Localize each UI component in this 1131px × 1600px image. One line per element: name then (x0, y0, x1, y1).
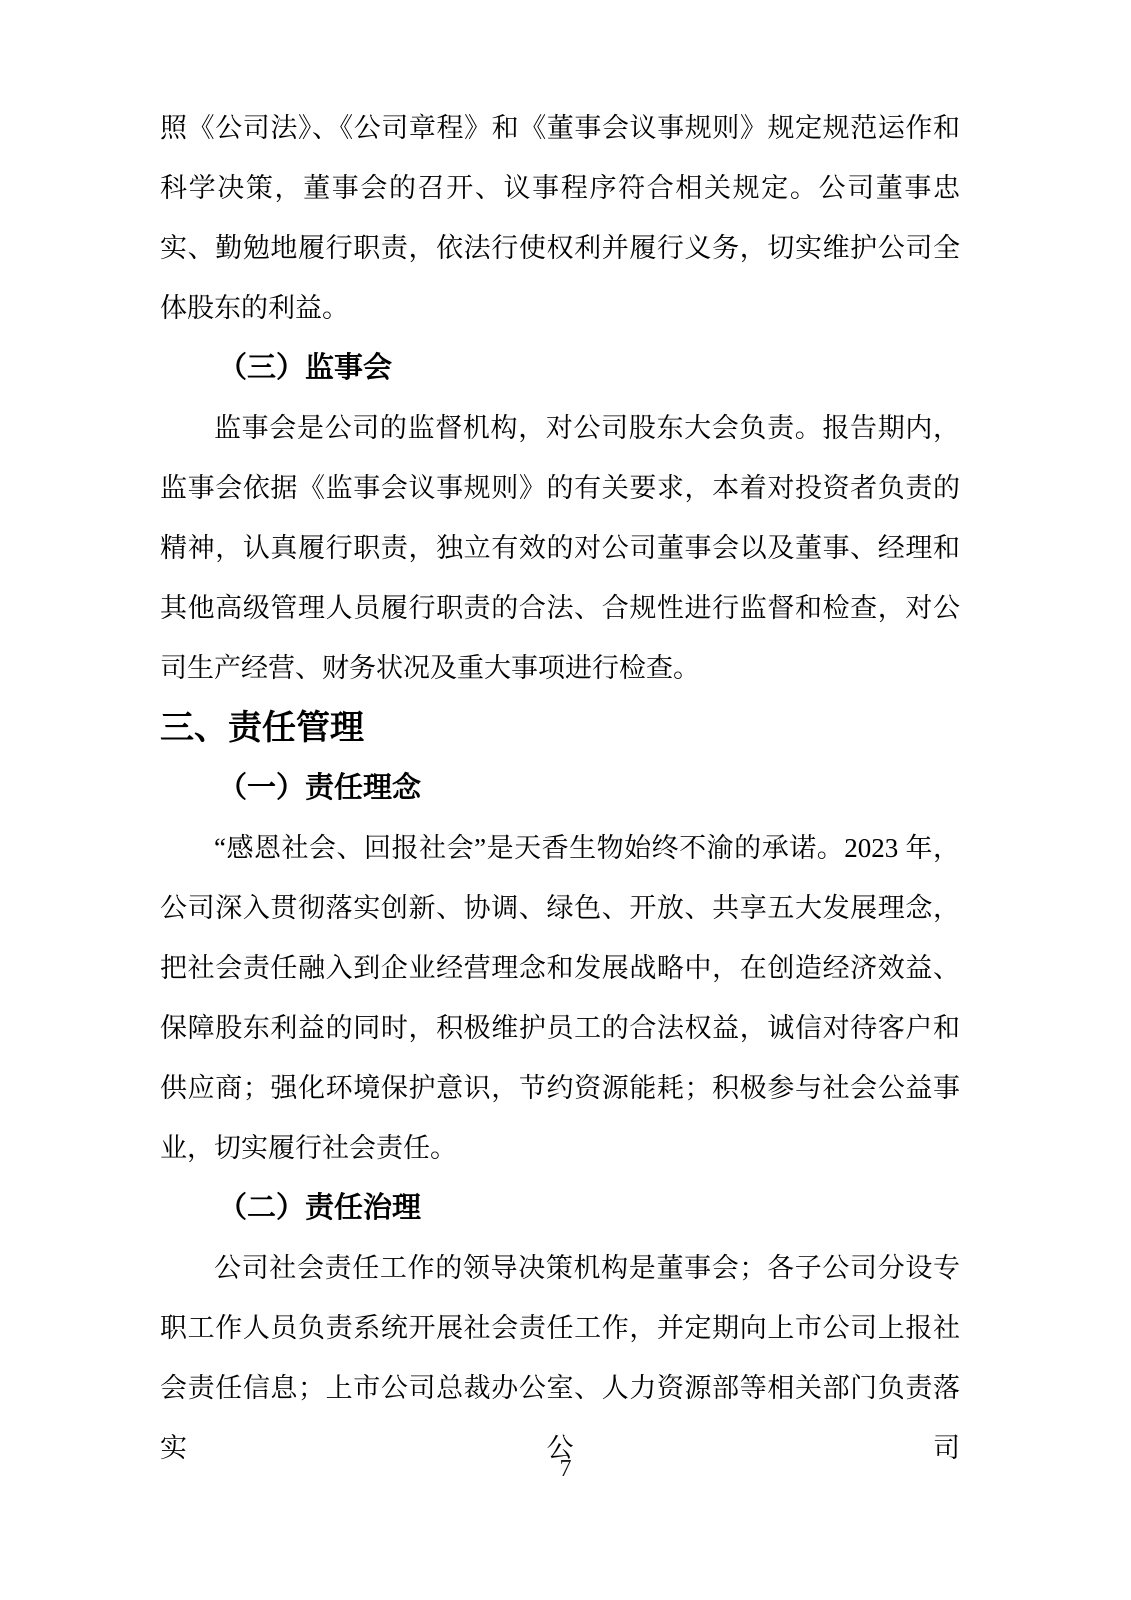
heading-responsibility-governance: （二）责任治理 (218, 1192, 422, 1224)
page-number: 7 (559, 1456, 572, 1482)
paragraph-board-governance-continued: 照《公司法》、《公司章程》和《董事会议事规则》规定规范运作和科学决策，董事会的召开、议事程序符合相关规定。公司董事忠实、勤勉地履行职责，依法行使权利并履行义务，切实维护公司全体股东的利益。 (160, 113, 960, 323)
paragraph-responsibility-governance: 公司社会责任工作的领导决策机构是董事会；各子公司分设专职工作人员负责系统开展社会责任工作，并定期向上市公司上报社会责任信息；上市公司总裁办公室、人力资源部等相关部门负责落实公司 (160, 1253, 960, 1463)
heading-responsibility-concept: （一）责任理念 (218, 772, 422, 804)
paragraph-responsibility-concept: “感恩社会、回报社会”是天香生物始终不渝的承诺。2023 年，公司深入贯彻落实创新、协调、绿色、开放、共享五大发展理念，把社会责任融入到企业经营理念和发展战略中，在创造经济效益、保障股东利益的同时，积极维护员工的合法权益，诚信对待客户和供应商；强化环境保护意识，节约资源能耗；积极参与社会公益事业，切实履行社会责任。 (160, 833, 960, 1163)
page-content (160, 98, 960, 1478)
heading-responsibility-management: 三、责任管理 (160, 709, 364, 747)
heading-supervisory-board: （三）监事会 (218, 352, 393, 384)
paragraph-supervisory-board: 监事会是公司的监督机构，对公司股东大会负责。报告期内，监事会依据《监事会议事规则》的有关要求，本着对投资者负责的精神，认真履行职责，独立有效的对公司董事会以及董事、经理和其他高级管理人员履行职责的合法、合规性进行监督和检查，对公司生产经营、财务状况及重大事项进行检查。 (160, 413, 960, 683)
